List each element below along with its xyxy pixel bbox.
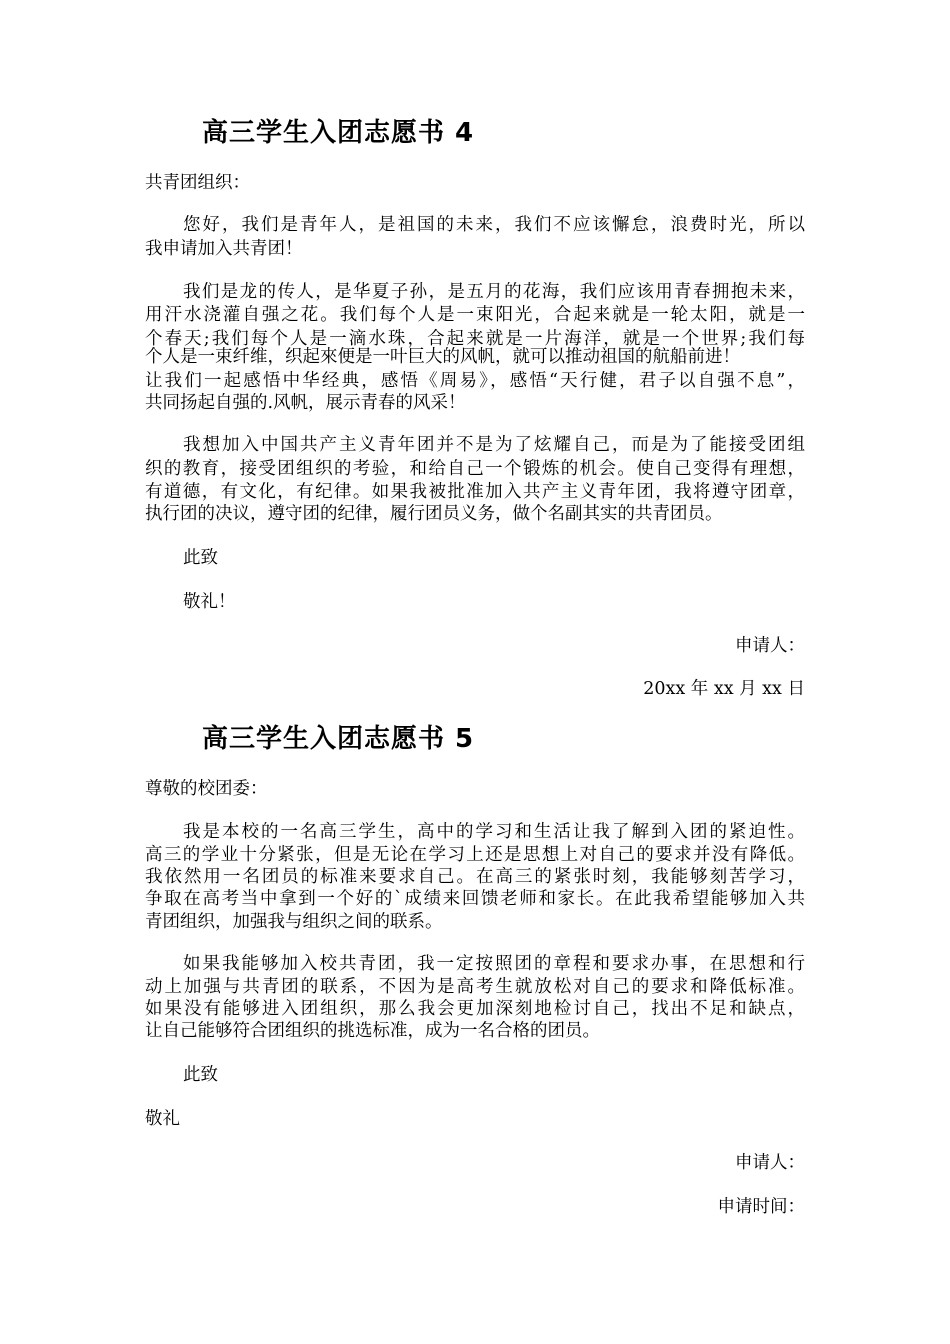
letter5-para1-line: 青团组织，加强我与组织之间的联系。 — [145, 912, 443, 932]
letter4-closing-jing-li: 敬礼！ — [183, 592, 236, 612]
letter5-salutation: 尊敬的校团委： — [145, 779, 268, 799]
letter4-date: 20xx 年 xx 月 xx 日 — [643, 679, 805, 699]
letter5-para2-line: 让自己能够符合团组织的挑选标准，成为一名合格的团员。 — [145, 1021, 600, 1041]
letter5-para1-line: 我依然用一名团员的标准来要求自己。在高三的紧张时刻，我能够刻苦学习， — [145, 867, 805, 887]
letter4-para3-line: 织的教育，接受团组织的考验，和给自己一个锻炼的机会。使自己变得有理想， — [145, 459, 805, 479]
letter4-para1-line: 我申请加入共青团！ — [145, 239, 303, 259]
letter4-para2-line: 共同扬起自强的.风帆，展示青春的风采！ — [145, 393, 466, 413]
letter4-para2-line: 我们是龙的传人，是华夏子孙，是五月的花海，我们应该用青春拥抱未来， — [183, 282, 805, 302]
letter5-para2-line: 如果没有能够进入团组织，那么我会更加深刻地检讨自己，找出不足和缺点， — [145, 999, 805, 1019]
letter4-salutation: 共青团组织： — [145, 173, 250, 193]
letter5-para2-line: 动上加强与共青团的联系，不因为是高考生就放松对自己的要求和降低标准。 — [145, 977, 805, 997]
letter5-applicant: 申请人： — [735, 1153, 805, 1173]
letter4-closing-ci-zhi: 此致 — [183, 548, 218, 568]
letter5-para1-line: 我是本校的一名高三学生，高中的学习和生活让我了解到入团的紧迫性。 — [183, 822, 805, 842]
letter4-para3-line: 我想加入中国共产主义青年团并不是为了炫耀自己，而是为了能接受团组 — [183, 435, 805, 455]
letter5-closing-jing-li: 敬礼 — [145, 1109, 180, 1129]
letter5-title: 高三学生入团志愿书 5 — [202, 724, 475, 754]
letter4-para3-line: 执行团的决议，遵守团的纪律，履行团员义务，做个名副其实的共青团员。 — [145, 504, 723, 524]
letter4-para2-line: 用汗水浇灌自强之花。我们每个人是一束阳光，合起来就是一轮太阳，就是一 — [145, 305, 805, 325]
letter4-para2-line: 让我们一起感悟中华经典，感悟《周易》，感悟“天行健，君子以自强不息”， — [145, 371, 805, 391]
letter5-para2-line: 如果我能够加入校共青团，我一定按照团的章程和要求办事，在思想和行 — [183, 954, 805, 974]
letter4-para1-line: 您好，我们是青年人，是祖国的未来，我们不应该懈怠，浪费时光，所以 — [183, 215, 805, 235]
letter5-para1-line: 争取在高考当中拿到一个好的`成绩来回馈老师和家长。在此我希望能够加入共 — [145, 889, 805, 909]
letter5-para1-line: 高三的学业十分紧张，但是无论在学习上还是思想上对自己的要求并没有降低。 — [145, 845, 805, 865]
letter5-closing-ci-zhi: 此致 — [183, 1065, 218, 1085]
letter4-para2-line: 个春天;我们每个人是一滴水珠，合起来就是一片海洋，就是一个世界;我们每 — [145, 329, 805, 349]
letter5-date-label: 申请时间： — [717, 1197, 805, 1217]
letter4-title: 高三学生入团志愿书 4 — [202, 118, 475, 148]
letter4-applicant: 申请人： — [735, 636, 805, 656]
letter4-para3-line: 有道德，有文化，有纪律。如果我被批准加入共产主义青年团，我将遵守团章， — [145, 482, 805, 502]
letter4-para2-line: 个人是一束纤维，织起來便是一叶巨大的风帆，就可以推动祖国的航船前进！ — [145, 347, 740, 367]
